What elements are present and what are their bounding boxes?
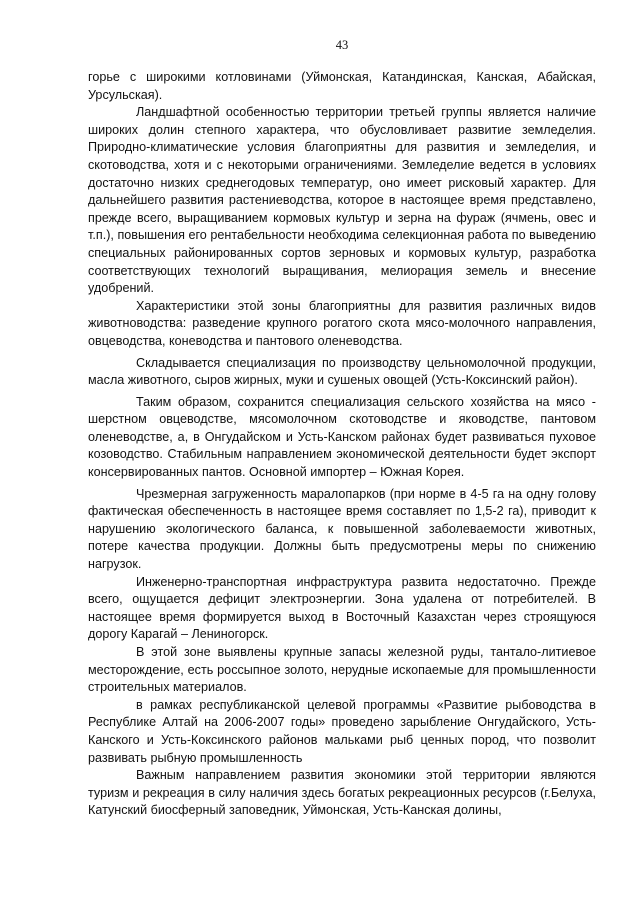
paragraph-2: Ландшафтной особенностью территории третьей группы является наличие широких долин степного характера, что обусловливает развитие земледелия. Природно-климатические условия благоприятны для развития и земледелия, и скотоводства, хотя и с некоторыми ограничениями. Земледелие ведется в условиях достаточно низких среднегодовых температур, оно имеет рисковый характер. Для дальнейшего развития растениеводства, которое в настоящее время представлено, прежде всего, выращиванием кормовых культур и зерна на фураж (ячмень, овес и т.п.), повышения его рентабельности необходима селекционная работа по выведению специальных районированных сортов зерновых и кормовых культур, разработка соответствующих технологий выращивания, мелиорация земель и внесение удобрений. [88,105,596,296]
paragraph-3: Характеристики этой зоны благоприятны для развития различных видов животноводства: разведение крупного рогатого скота мясо-молочного направления, овцеводства, коневодства и пантового оленеводства. [88,298,596,348]
page-number: 43 [335,38,349,52]
paragraph-7: Инженерно-транспортная инфраструктура развита недостаточно. Прежде всего, ощущается дефицит электроэнергии. Зона удалена от потребителей. В настоящее время формируется выход в Восточный Казахстан через строящуюся дорогу Карагай – Лениногорск. [88,574,596,642]
paragraph-6: Чрезмерная загруженность маралопарков (при норме в 4-5 га на одну голову фактическая обеспеченность в настоящее время составляет по 1,5-2 га), приводит к нарушению экологического баланса, к повышенной заболеваемости животных, потере качества продукции. Должны быть предусмотрены меры по снижению нагрузок. [88,486,596,572]
paragraph-10: Важным направлением развития экономики этой территории являются туризм и рекреация в силу наличия здесь богатых рекреационных ресурсов (г.Белуха, Катунский биосферный заповедник, Уймонская, Усть-Канская долины, [88,768,596,818]
paragraph-4: Складывается специализация по производству цельномолочной продукции, масла животного, сыров жирных, муки и сушеных овощей (Усть-Коксинский район). [88,355,596,388]
paragraph-9: в рамках республиканской целевой программы «Развитие рыбоводства в Республике Алтай на 2006-2007 годы» проведено зарыбление Онгудайского, Усть-Канского и Усть-Коксинского районов мальками рыб ценных пород, что позволит развивать рыбную промышленность [88,697,596,765]
paragraph-1: горье с широкими котловинами (Уймонская, Катандинская, Канская, Абайская, Урсульская). [88,70,596,102]
paragraph-8: В этой зоне выявлены крупные запасы железной руды, тантало-литиевое месторождение, есть россыпное золото, нерудные ископаемые для промышленности строительных материалов. [88,645,596,695]
body-text [88,69,596,820]
paragraph-5: Таким образом, сохранится специализация сельского хозяйства на мясо - шерстном овцеводстве, мясомолочном скотоводстве и яководстве, пантовом оленеводстве, а, в Онгудайском и Усть-Канском районах будет развиваться пуховое козоводство. Стабильным направлением экономической деятельности будет экспорт консервированных пантов. Основной импортер – Южная Корея. [88,394,596,480]
